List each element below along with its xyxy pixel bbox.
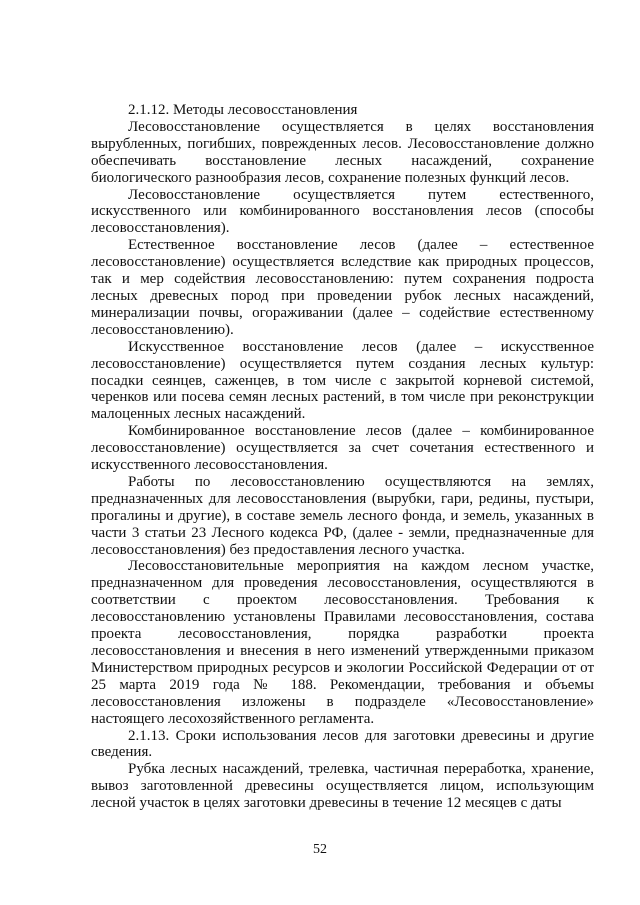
paragraph: Лесовосстановление осуществляется путем естественного, искусственного или комбинированного восстановления лесов (способы лесовосстановления). [91, 186, 594, 237]
section-heading: 2.1.13. Сроки использования лесов для заготовки древесины и другие сведения. [91, 727, 594, 761]
section-heading: 2.1.12. Методы лесовосстановления [128, 102, 358, 118]
paragraph: Искусственное восстановление лесов (далее – искусственное лесовосстановление) осуществляется путем создания лесных культур: посадки сеянцев, саженцев, в том числе с закрытой корневой системой, черенков или посева семян лесных растений, в том числе при реконструкции малоценных лесных насаждений. [91, 338, 594, 423]
paragraph: Лесовосстановительные мероприятия на каждом лесном участке, предназначенном для проведения лесовосстановления, осуществляются в соответствии с проектом лесовосстановления. Требования к лесовосстановлению установлены Правилами лесовосстановления, состава проекта лесовосстановления, порядка разработки проекта лесовосстановления и внесения в него изменений утвержденными приказом Министерством природных ресурсов и экологии Российской Федерации от от 25 марта 2019 года № 188. Рекомендации, требования и объемы лесовосстановления изложены в подразделе «Лесовосстановление» настоящего лесохозяйственного регламента. [91, 558, 594, 727]
paragraph: Рубка лесных насаждений, трелевка, частичная переработка, хранение, вывоз заготовленной древесины осуществляется лицом, использующим лесной участок в целях заготовки древесины в течение 12 месяцев с даты [91, 761, 594, 812]
page-number: 52 [313, 842, 327, 857]
paragraph: Лесовосстановление осуществляется в целях восстановления вырубленных, погибших, поврежденных лесов. Лесовосстановление должно обеспечивать восстановление лесных насаждений, сохранение биологического разнообразия лесов, сохранение полезных функций лесов. [91, 118, 594, 186]
paragraph: Комбинированное восстановление лесов (далее – комбинированное лесовосстановление) осуществляется за счет сочетания естественного и искусственного лесовосстановления. [91, 423, 594, 474]
paragraph: Естественное восстановление лесов (далее – естественное лесовосстановление) осуществляется вследствие как природных процессов, так и мер содействия лесовосстановлению: путем сохранения подроста лесных древесных пород при проведении рубок лесных насаждений, минерализации почвы, огораживании (далее – содействие естественному лесовосстановлению). [91, 237, 594, 338]
document-body [91, 102, 594, 812]
paragraph: Работы по лесовосстановлению осуществляются на землях, предназначенных для лесовосстановления (вырубки, гари, редины, пустыри, прогалины и другие), в составе земель лесного фонда, и земель, указанных в части 3 статьи 23 Лесного кодекса РФ, (далее - земли, предназначенные для лесовосстановления) без предоставления лесного участка. [91, 473, 594, 558]
